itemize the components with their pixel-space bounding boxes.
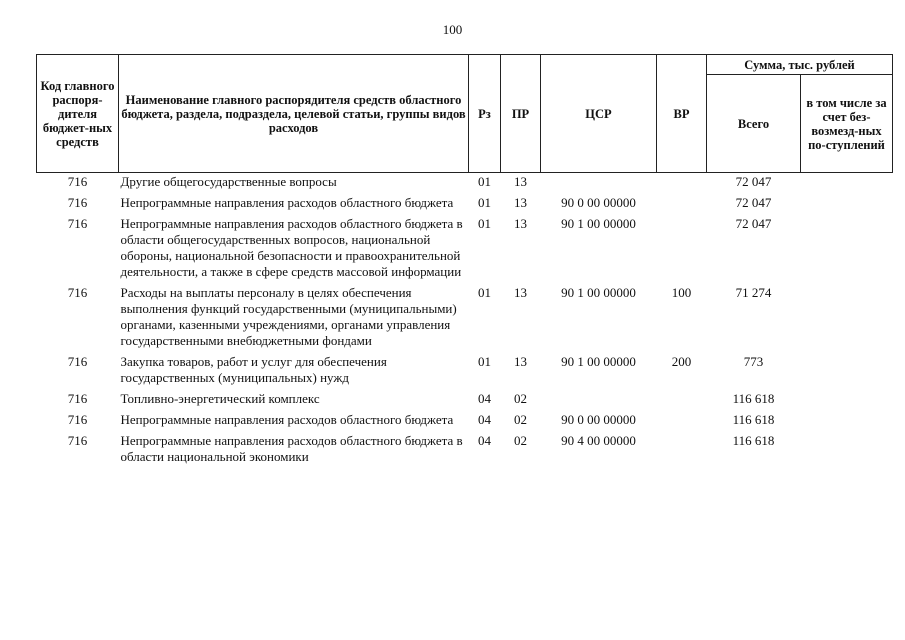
- row-pr: 13: [514, 195, 527, 210]
- row-csr: 90 0 00 00000: [561, 195, 636, 210]
- row-csr: 90 1 00 00000: [561, 354, 636, 369]
- row-free: [801, 173, 893, 192]
- row-name: Непрограммные направления расходов областного бюджета: [120, 195, 454, 210]
- row-pr: 02: [514, 433, 527, 448]
- row-pr: 02: [514, 391, 527, 406]
- header-csr: ЦСР: [541, 55, 657, 173]
- row-csr: 90 1 00 00000: [561, 285, 636, 300]
- row-total: 71 274: [735, 285, 772, 300]
- row-name: Непрограммные направления расходов областного бюджета в области национальной экономики: [120, 433, 463, 464]
- row-csr: 90 0 00 00000: [561, 412, 636, 427]
- row-vr: 100: [671, 285, 692, 300]
- row-vr: [657, 408, 707, 429]
- row-name: Непрограммные направления расходов областного бюджета в области общегосударственных вопросов, национальной обороны, национальной безопасности и правоохранительной деятельности, а также в сфере средств массовой информации: [120, 216, 463, 279]
- row-rz: 01: [478, 195, 491, 210]
- row-total: 72 047: [735, 195, 772, 210]
- row-total: 72 047: [735, 216, 772, 231]
- row-rz: 04: [478, 412, 491, 427]
- table-row: [37, 350, 893, 387]
- row-pr: 13: [514, 354, 527, 369]
- header-sum: Сумма, тыс. рублей: [707, 55, 893, 75]
- header-code: Код главного распоря-дителя бюджет-ных средств: [37, 55, 119, 173]
- row-vr: [657, 387, 707, 408]
- table-row: [37, 429, 893, 466]
- row-csr: [541, 387, 657, 408]
- table-row: [37, 281, 893, 350]
- row-vr: [657, 191, 707, 212]
- page-number: 100: [442, 22, 463, 37]
- row-rz: 04: [478, 433, 491, 448]
- table-row: [37, 191, 893, 212]
- table-row: [37, 387, 893, 408]
- row-csr: [541, 173, 657, 192]
- row-vr: [657, 173, 707, 192]
- row-vr: [657, 212, 707, 281]
- row-rz: 01: [478, 174, 491, 189]
- header-vr: ВР: [657, 55, 707, 173]
- row-total: 116 618: [732, 412, 775, 427]
- header-rz: Рз: [469, 55, 501, 173]
- budget-table: [36, 54, 893, 466]
- header-pr: ПР: [501, 55, 541, 173]
- row-pr: 13: [514, 285, 527, 300]
- row-csr: 90 4 00 00000: [561, 433, 636, 448]
- row-csr: 90 1 00 00000: [561, 216, 636, 231]
- table-header: [37, 55, 893, 173]
- row-free: [801, 191, 893, 212]
- row-code: 716: [67, 391, 88, 406]
- row-code: 716: [67, 216, 88, 231]
- row-code: 716: [67, 412, 88, 427]
- header-name: Наименование главного распорядителя средств областного бюджета, раздела, подраздела, целевой статьи, группы видов расходов: [119, 55, 469, 173]
- row-free: [801, 212, 893, 281]
- row-code: 716: [67, 433, 88, 448]
- row-name: Расходы на выплаты персоналу в целях обеспечения выполнения функций государственными (муниципальными) органами, казенными учреждениями, органами управления государственными внебюджетными фондами: [120, 285, 457, 348]
- row-total: 773: [743, 354, 764, 369]
- row-code: 716: [67, 174, 88, 189]
- row-free: [801, 387, 893, 408]
- row-free: [801, 350, 893, 387]
- row-rz: 04: [478, 391, 491, 406]
- row-pr: 13: [514, 174, 527, 189]
- table-row: [37, 212, 893, 281]
- row-vr: [657, 429, 707, 466]
- header-free: в том числе за счет без-возмезд-ных по-ступлений: [801, 75, 893, 173]
- row-name: Другие общегосударственные вопросы: [120, 174, 337, 189]
- table-body: [37, 173, 893, 467]
- row-free: [801, 429, 893, 466]
- row-code: 716: [67, 285, 88, 300]
- row-total: 72 047: [735, 174, 772, 189]
- row-name: Закупка товаров, работ и услуг для обеспечения государственных (муниципальных) нужд: [120, 354, 387, 385]
- row-name: Непрограммные направления расходов областного бюджета: [120, 412, 454, 427]
- row-rz: 01: [478, 354, 491, 369]
- table-row: [37, 173, 893, 192]
- row-total: 116 618: [732, 433, 775, 448]
- row-code: 716: [67, 354, 88, 369]
- row-total: 116 618: [732, 391, 775, 406]
- row-name: Топливно-энергетический комплекс: [120, 391, 320, 406]
- row-code: 716: [67, 195, 88, 210]
- table-row: [37, 408, 893, 429]
- row-free: [801, 281, 893, 350]
- row-rz: 01: [478, 285, 491, 300]
- row-vr: 200: [671, 354, 692, 369]
- row-pr: 13: [514, 216, 527, 231]
- row-pr: 02: [514, 412, 527, 427]
- row-free: [801, 408, 893, 429]
- row-rz: 01: [478, 216, 491, 231]
- header-total: Всего: [707, 75, 801, 173]
